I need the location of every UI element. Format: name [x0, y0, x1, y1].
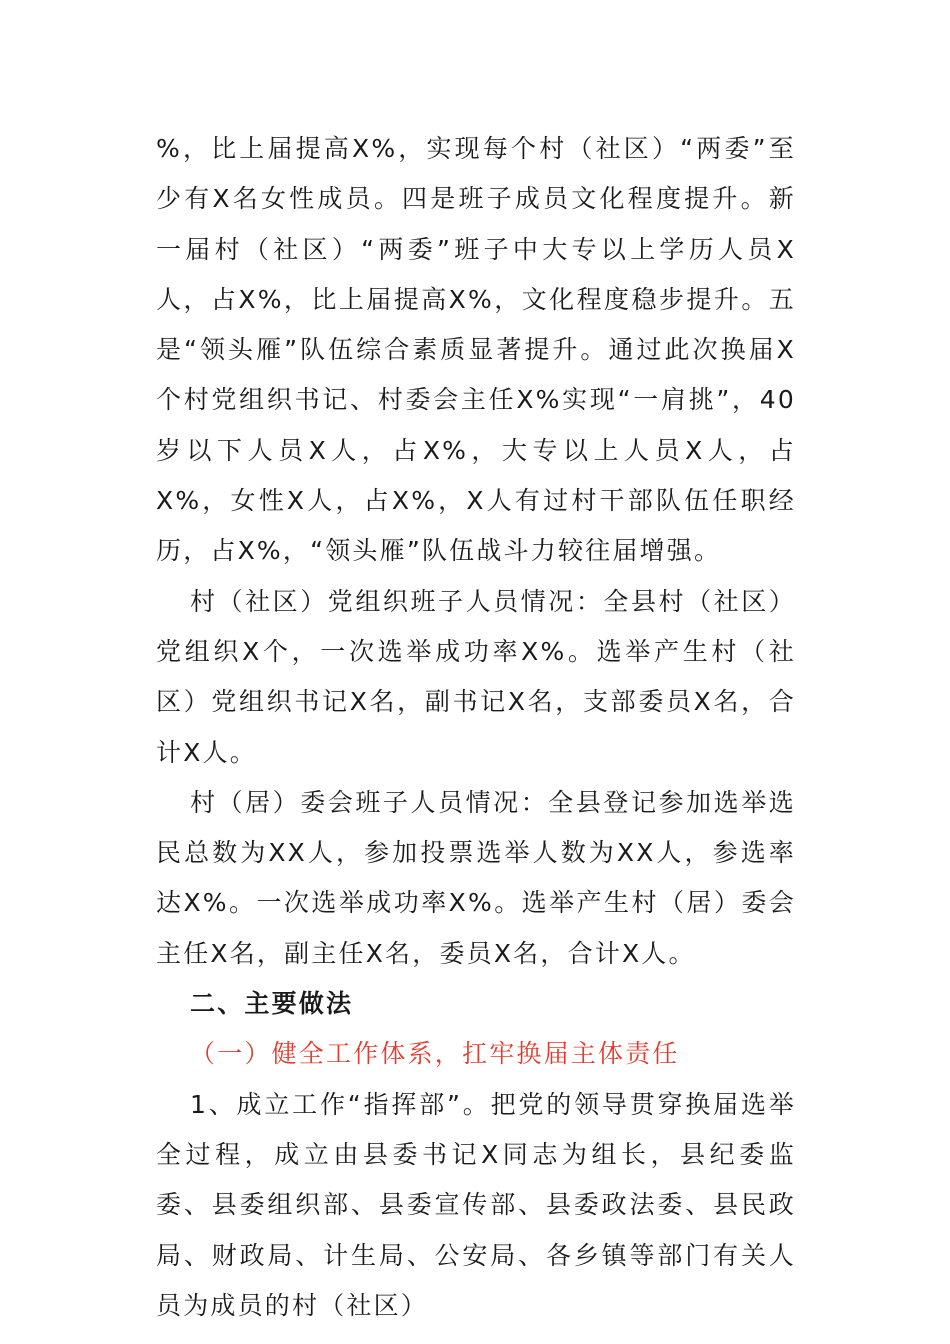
- paragraph-command-center: 1、成立工作“指挥部”。把党的领导贯穿换届选举全过程，成立由县委书记X同志为组长，县纪委监委、县委组织部、县委宣传部、县委政法委、县民政局、财政局、计生局、公安局、各乡镇等部门有关人员为成员的村（社区）: [156, 1089, 796, 1320]
- section-heading: 二、主要做法: [190, 989, 354, 1019]
- paragraph-party-organization: 村（社区）党组织班子人员情况：全县村（社区）党组织X个，一次选举成功率X%。选举产生村（社区）党组织书记X名，副书记X名，支部委员X名，合计X人。: [156, 586, 796, 767]
- paragraph-continued-stats: %，比上届提高X%，实现每个村（社区）“两委”至少有X名女性成员。四是班子成员文化程度提升。新一届村（社区）“两委”班子中大专以上学历人员X人，占X%，比上届提高X%，文化程度稳步提升。五是“领头雁”队伍综合素质显著提升。通过此次换届X个村党组织书记、村委会主任X%实现“一肩挑”，40岁以下人员X人，占X%，大专以上人员X人，占X%，女性X人，占X%，X人有过村干部队伍任职经历，占X%，“领头雁”队伍战斗力较往届增强。: [156, 134, 796, 566]
- subsection-heading: （一）健全工作体系，扛牢换届主体责任: [190, 1039, 680, 1069]
- document-body: [156, 124, 796, 1331]
- paragraph-village-committee: 村（居）委会班子人员情况：全县登记参加选举选民总数为XX人，参加投票选举人数为XX人，参选率达X%。一次选举成功率X%。选举产生村（居）委会主任X名，副主任X名，委员X名，合计X人。: [156, 787, 796, 968]
